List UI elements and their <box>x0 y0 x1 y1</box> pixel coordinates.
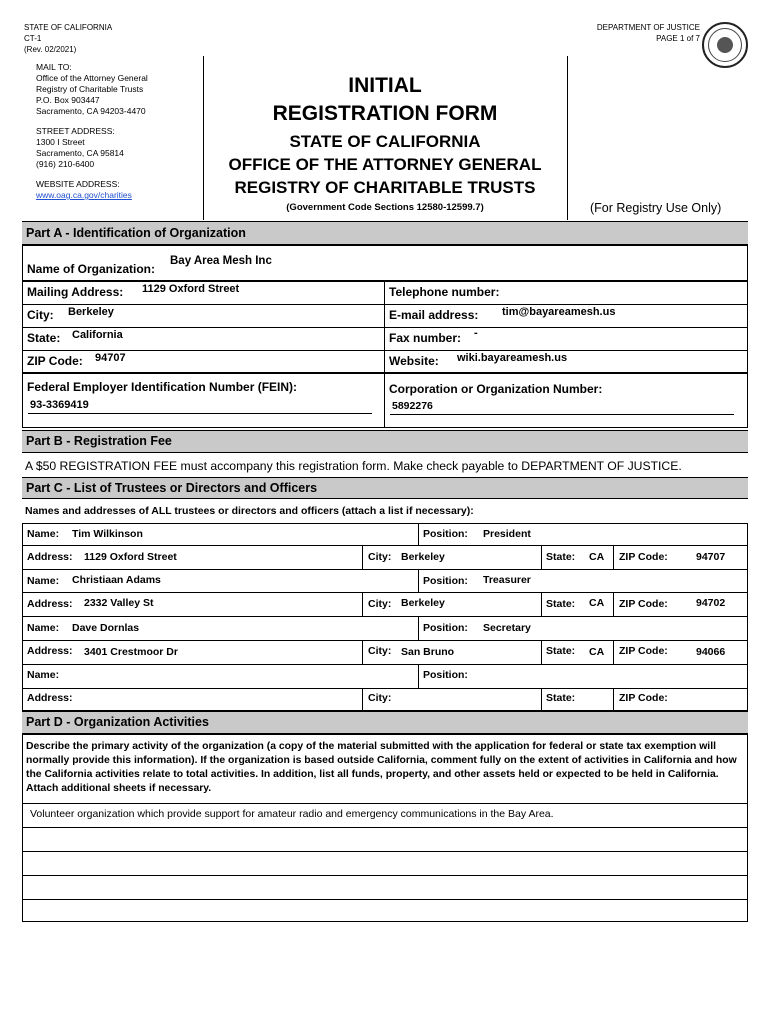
trustee-city-label: City: <box>368 645 392 657</box>
trustee-name-label: Name: <box>27 622 60 634</box>
header-page: PAGE 1 of 7 <box>656 34 700 43</box>
trustee-name-label: Name: <box>27 669 60 681</box>
trustee-address-label: Address: <box>27 645 73 657</box>
trustee-address-label: Address: <box>27 598 73 610</box>
part-c-heading: Part C - List of Trustees or Directors and Officers <box>22 477 748 499</box>
zip-value[interactable]: 94707 <box>95 352 126 364</box>
trustee-position[interactable]: Treasurer <box>483 574 531 586</box>
trustee-zip-label: ZIP Code: <box>619 551 668 563</box>
header-state: STATE OF CALIFORNIA <box>24 23 113 32</box>
form-id-block <box>24 22 112 55</box>
street-line: 1300 I Street <box>36 137 85 147</box>
email-label: E-mail address: <box>389 308 479 322</box>
phone-label: Telephone number: <box>389 285 500 299</box>
part-a-heading: Part A - Identification of Organization <box>22 221 748 245</box>
trustee-state-label: State: <box>546 598 576 610</box>
city-label: City: <box>27 308 54 322</box>
fax-label: Fax number: <box>389 331 462 345</box>
trustee-state[interactable]: CA <box>589 646 605 658</box>
trustee-name[interactable]: Christiaan Adams <box>72 574 161 586</box>
website-label: WEBSITE ADDRESS: <box>36 179 120 189</box>
trustee-state[interactable]: CA <box>589 597 605 609</box>
fein-value[interactable]: 93-3369419 <box>30 399 89 411</box>
registry-use: (For Registry Use Only) <box>590 201 722 215</box>
trustee-state-label: State: <box>546 551 576 563</box>
zip-label: ZIP Code: <box>27 354 83 368</box>
corp-label: Corporation or Organization Number: <box>389 382 603 396</box>
org-name-label: Name of Organization: <box>27 262 156 276</box>
fee-text: A $50 REGISTRATION FEE must accompany this registration form. Make check payable to DEPARTMENT OF JUSTICE. <box>25 459 682 473</box>
header-divider-right <box>567 56 568 220</box>
website-label: Website: <box>389 354 439 368</box>
dept-block <box>597 22 700 44</box>
title-registry: REGISTRY OF CHARITABLE TRUSTS <box>234 178 536 197</box>
header-form-number: CT-1 <box>24 34 42 43</box>
title-block <box>203 74 567 213</box>
mail-to-line: Registry of Charitable Trusts <box>36 84 144 94</box>
title-state: STATE OF CALIFORNIA <box>289 132 481 151</box>
trustee-city-label: City: <box>368 598 392 610</box>
city-value[interactable]: Berkeley <box>68 306 114 318</box>
activities-instructions: Describe the primary activity of the organization (a copy of the material submitted with the application for federal or state tax exemption will normally provide this information). If the organization is based outside California, comment fully on the extent of activities in California and how the California activities relate to total activities. In addition, list all funds, property, and other assets held or expected to be held in California. Attach additional sheets if necessary. <box>26 741 737 794</box>
trustee-city-label: City: <box>368 692 392 704</box>
title-registration-form: REGISTRATION FORM <box>272 102 498 125</box>
header-revision: (Rev. 02/2021) <box>24 45 77 54</box>
trustee-position-label: Position: <box>423 622 468 634</box>
email-value[interactable]: tim@bayareamesh.us <box>502 306 616 318</box>
trustees-intro: Names and addresses of ALL trustees or directors and officers (attach a list if necessary): <box>25 505 474 517</box>
trustee-city[interactable]: Berkeley <box>401 597 445 609</box>
trustee-name-label: Name: <box>27 575 60 587</box>
trustee-name[interactable]: Tim Wilkinson <box>72 528 143 540</box>
trustee-name-label: Name: <box>27 528 60 540</box>
fax-value[interactable]: - <box>474 327 478 339</box>
trustee-state-label: State: <box>546 645 576 657</box>
mail-to-line: Office of the Attorney General <box>36 73 148 83</box>
website-value[interactable]: wiki.bayareamesh.us <box>457 352 568 364</box>
trustee-address[interactable]: 2332 Valley St <box>84 597 154 609</box>
state-label: State: <box>27 331 61 345</box>
street-line: Sacramento, CA 95814 <box>36 148 124 158</box>
trustee-state[interactable]: CA <box>589 551 605 563</box>
trustee-city[interactable]: Berkeley <box>401 551 445 563</box>
part-d-heading: Part D - Organization Activities <box>22 711 748 734</box>
website-link[interactable]: www.oag.ca.gov/charities <box>36 190 132 200</box>
state-value[interactable]: California <box>72 329 123 341</box>
trustee-zip[interactable]: 94702 <box>696 597 726 609</box>
trustee-address[interactable]: 1129 Oxford Street <box>84 551 177 563</box>
street-label: STREET ADDRESS: <box>36 126 115 136</box>
trustee-position-label: Position: <box>423 528 468 540</box>
mail-block <box>36 62 201 201</box>
trustee-city-label: City: <box>368 551 392 563</box>
trustee-zip-label: ZIP Code: <box>619 645 668 657</box>
mail-to-line: P.O. Box 903447 <box>36 95 100 105</box>
mailing-value[interactable]: 1129 Oxford Street <box>142 283 240 295</box>
doj-seal-icon <box>702 22 748 68</box>
fein-label: Federal Employer Identification Number (FEIN): <box>27 380 298 394</box>
street-line: (916) 210-6400 <box>36 159 95 169</box>
header-dept: DEPARTMENT OF JUSTICE <box>596 23 700 32</box>
trustee-position[interactable]: President <box>483 528 531 540</box>
trustee-position-label: Position: <box>423 669 468 681</box>
trustee-zip[interactable]: 94066 <box>696 646 726 658</box>
trustee-address-label: Address: <box>27 692 73 704</box>
part-b-heading: Part B - Registration Fee <box>22 430 748 453</box>
trustee-name[interactable]: Dave Dornlas <box>72 622 140 634</box>
activity-line[interactable]: Volunteer organization which provide support for amateur radio and emergency communications in the Bay Area. <box>30 808 554 820</box>
title-office: OFFICE OF THE ATTORNEY GENERAL <box>228 155 542 174</box>
corp-value[interactable]: 5892276 <box>392 400 433 412</box>
org-name-value[interactable]: Bay Area Mesh Inc <box>170 255 272 267</box>
mailing-label: Mailing Address: <box>27 285 124 299</box>
title-initial: INITIAL <box>348 74 422 97</box>
trustee-position-label: Position: <box>423 575 468 587</box>
trustee-zip-label: ZIP Code: <box>619 598 668 610</box>
trustee-zip[interactable]: 94707 <box>696 551 726 563</box>
trustee-address-label: Address: <box>27 551 73 563</box>
trustee-position[interactable]: Secretary <box>483 622 531 634</box>
mail-to-label: MAIL TO: <box>36 62 72 72</box>
mail-to-line: Sacramento, CA 94203-4470 <box>36 106 146 116</box>
trustee-address[interactable]: 3401 Crestmoor Dr <box>84 646 178 658</box>
trustee-zip-label: ZIP Code: <box>619 692 668 704</box>
gov-code: (Government Code Sections 12580-12599.7) <box>286 202 484 213</box>
trustee-city[interactable]: San Bruno <box>401 646 455 658</box>
trustee-state-label: State: <box>546 692 576 704</box>
